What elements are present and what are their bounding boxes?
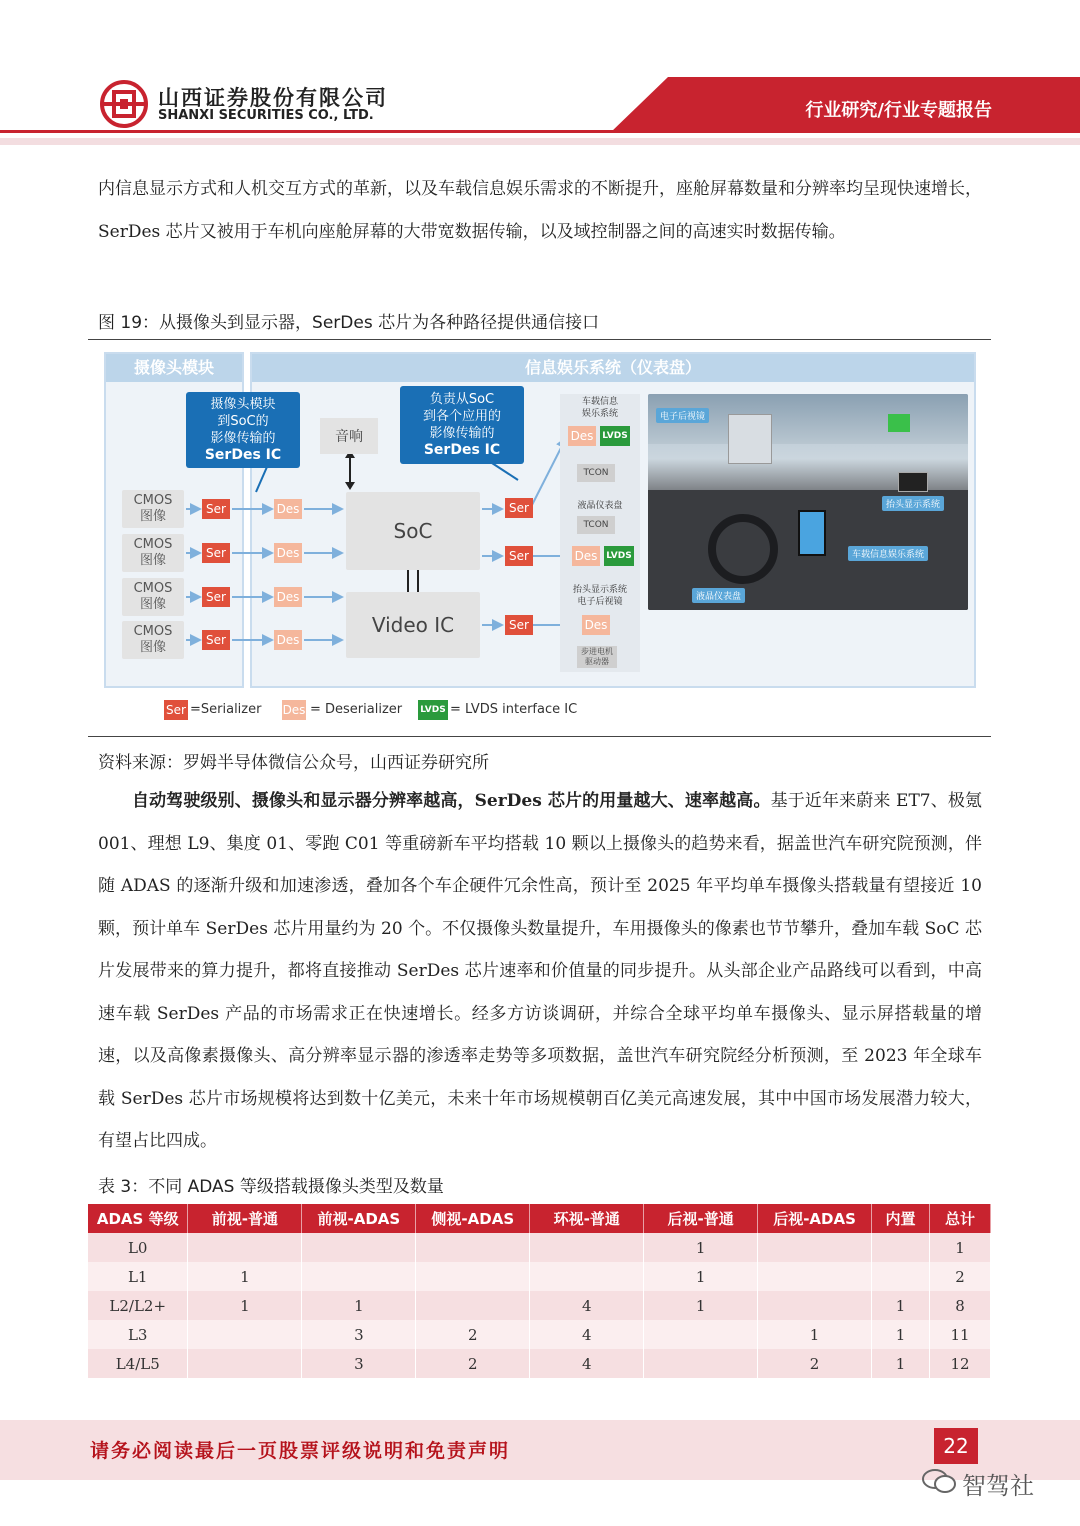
table-row [88,1349,991,1378]
page-header [0,0,1080,150]
des-chip-2: Des [274,543,302,563]
table-cell: 1 [188,1262,302,1291]
audio-box: 音响 [320,418,378,454]
photo-tag-mirror: 电子后视镜 [656,408,709,423]
ser-chip-1: Ser [202,499,230,519]
table-cell: 1 [872,1291,930,1320]
header-band [0,138,1080,145]
table-cell [530,1233,644,1262]
table-cell [530,1262,644,1291]
photo-tag-cluster: 液晶仪表盘 [692,588,745,603]
table-header-cell: 后视-普通 [644,1204,758,1233]
app-infotainment-label: 车载信息 娱乐系统 [581,397,618,419]
table-cell: 2 [758,1349,872,1378]
table-header-cell: 总计 [929,1204,990,1233]
table-cell [302,1262,416,1291]
video-ic-box: Video IC [346,592,480,658]
table-cell [758,1233,872,1262]
table-cell: L4/L5 [88,1349,188,1378]
des-chip-1: Des [274,499,302,519]
table-cell: 11 [929,1320,990,1349]
stepper-driver-box: 步进电机 驱动器 [577,646,617,668]
des-chip-app3: Des [582,615,610,635]
table-header-cell: 环视-普通 [530,1204,644,1233]
table-cell: 4 [530,1349,644,1378]
cmos-sensor-4: CMOS 图像 [122,621,184,659]
adas-camera-table [88,1204,991,1378]
des-chip-3: Des [274,587,302,607]
cmos-sensor-3: CMOS 图像 [122,578,184,616]
camera-panel-title: 摄像头模块 [106,354,242,382]
legend-ser-text: =Serializer [190,702,262,717]
lvds-chip-app2: LVDS [604,546,634,566]
watermark-text: 智驾社 [962,1472,1034,1500]
table-cell [644,1349,758,1378]
page-number: 22 [934,1428,978,1464]
legend-lvds-chip: LVDS [418,700,448,720]
footer-disclaimer: 请务必阅读最后一页股票评级说明和免责声明 [90,1440,511,1462]
company-name-cn: 山西证券股份有限公司 [158,86,388,110]
intro-paragraph: 内信息显示方式和人机交互方式的革新，以及车载信息娱乐需求的不断提升，座舱屏幕数量和分辨率均呈现快速增长，SerDes 芯片又被用于车机向座舱屏幕的大带宽数据传输，以及域控制器之间的高速实时数据传输。 [98,179,982,242]
table-cell: 1 [644,1233,758,1262]
des-chip-app2: Des [572,546,600,566]
ser-chip-2: Ser [202,543,230,563]
table-cell: 2 [929,1262,990,1291]
callout-soc-to-apps: 负责从SoC 到各个应用的 影像传输的 SerDes IC [400,386,524,464]
table-cell [872,1262,930,1291]
figure-caption: 图 19：从摄像头到显示器，SerDes 芯片为各种路径提供通信接口 [98,313,600,333]
table-cell: 1 [644,1291,758,1320]
callout-camera-to-soc: 摄像头模块 到SoC的 影像传输的 SerDes IC [186,392,300,468]
table-cell: L1 [88,1262,188,1291]
table-cell: 1 [872,1320,930,1349]
table-cell: 1 [188,1291,302,1320]
table-cell: 1 [929,1233,990,1262]
table-cell: L0 [88,1233,188,1262]
table-header-cell: 后视-ADAS [758,1204,872,1233]
des-chip-app1: Des [568,426,596,446]
table-header-cell: 侧视-ADAS [416,1204,530,1233]
table-cell: 1 [644,1262,758,1291]
table-cell [758,1291,872,1320]
des-chip-4: Des [274,630,302,650]
table-cell: 3 [302,1320,416,1349]
table-cell: 1 [758,1320,872,1349]
legend-lvds-text: = LVDS interface IC [450,702,578,717]
tcon-app2: TCON [577,516,615,534]
cmos-sensor-2: CMOS 图像 [122,534,184,572]
table-cell [188,1349,302,1378]
table-cell: 4 [530,1320,644,1349]
ser-chip-out-3: Ser [505,615,533,635]
table-row [88,1233,991,1262]
main-paragraph-body: 基于近年来蔚来 ET7、极氪 001、理想 L9、集度 01、零跑 C01 等重磅新车平均搭载 10 颗以上摄像头的趋势来看，据盖世汽车研究院预测，伴随 ADAS 的逐渐升级和加速渗透，叠加各个车企硬件冗余性高，预计至 2025 年平均单车摄像头搭载量有望接近 10 颗，预计单车 SerDes 芯片用量约为 20 个。不仅摄像头数量提升，车用摄像头的像素也节节攀升，叠加车载 SoC 芯片发展带来的算力提升，都将直接推动 SerDes 芯片速率和价值量的同步提升。从头部企业产品路线可以看到，中高速车载 SerDes 产品的市场需求正在快速增长。经多方访谈调研，并综合全球平均单车摄像头、显示屏搭载量的增速，以及高像素摄像头、高分辨率显示器的渗透率走势等多项数据，盖世汽车研究院经分析预测，至 2023 年全球车载 SerDes 芯片市场规模将达到数十亿美元，未来十年市场规模朝百亿美元高速发展，其中中国市场发展潜力较大，有望占比四成。 [98,791,982,1151]
table-cell [644,1320,758,1349]
photo-tag-hud: 抬头显示系统 [882,496,944,511]
legend-des-chip: Des [282,700,306,720]
table-cell: 1 [872,1349,930,1378]
table-cell [416,1233,530,1262]
table-cell: 2 [416,1349,530,1378]
lvds-chip-app1: LVDS [600,426,630,446]
table-cell: L3 [88,1320,188,1349]
table-cell [872,1233,930,1262]
main-paragraph [98,780,982,1163]
legend-des-text: = Deserializer [310,702,403,717]
tcon-app1: TCON [577,464,615,482]
table-header-row [88,1204,991,1233]
table-header-cell: 前视-ADAS [302,1204,416,1233]
table-cell: 8 [929,1291,990,1320]
table-cell: 12 [929,1349,990,1378]
table-cell [416,1262,530,1291]
figure-bottom-rule [88,736,991,737]
table-cell: 1 [302,1291,416,1320]
main-paragraph-lead: 自动驾驶级别、摄像头和显示器分辨率越高，SerDes 芯片的用量越大、速率越高。 [132,791,771,811]
company-logo-icon [100,80,148,128]
table-cell: 3 [302,1349,416,1378]
ser-chip-out-2: Ser [505,546,533,566]
wechat-icon [922,1468,956,1494]
table-row [88,1291,991,1320]
cmos-sensor-1: CMOS 图像 [122,490,184,528]
table-header-cell: 前视-普通 [188,1204,302,1233]
table-body [88,1233,991,1378]
table-cell [188,1233,302,1262]
table-cell [416,1291,530,1320]
report-type: 行业研究/行业专题报告 [805,100,992,121]
table-header-cell: ADAS 等级 [88,1204,188,1233]
table-cell [188,1320,302,1349]
ser-chip-4: Ser [202,630,230,650]
company-name-en: SHANXI SECURITIES CO., LTD. [158,108,374,123]
table-row [88,1262,991,1291]
app-hud-label: 抬头显示系统 电子后视镜 [572,585,627,607]
table-cell: 4 [530,1291,644,1320]
ser-chip-3: Ser [202,587,230,607]
table-cell: 2 [416,1320,530,1349]
legend-ser-chip: Ser [164,700,188,720]
ser-chip-out-1: Ser [505,498,533,518]
photo-tag-infotainment: 车载信息娱乐系统 [848,546,928,561]
table-cell [302,1233,416,1262]
figure-top-rule [88,339,991,340]
figure-source: 资料来源：罗姆半导体微信公众号，山西证券研究所 [98,753,489,773]
soc-box: SoC [346,492,480,570]
info-panel-title: 信息娱乐系统（仪表盘） [252,354,974,382]
table-header-cell: 内置 [872,1204,930,1233]
table-row [88,1320,991,1349]
table-cell [758,1262,872,1291]
table-caption: 表 3：不同 ADAS 等级搭载摄像头类型及数量 [98,1177,444,1197]
table-cell: L2/L2+ [88,1291,188,1320]
app-cluster-label: 液晶仪表盘 [577,501,623,511]
serdes-figure [100,350,980,730]
header-divider [0,130,1080,133]
